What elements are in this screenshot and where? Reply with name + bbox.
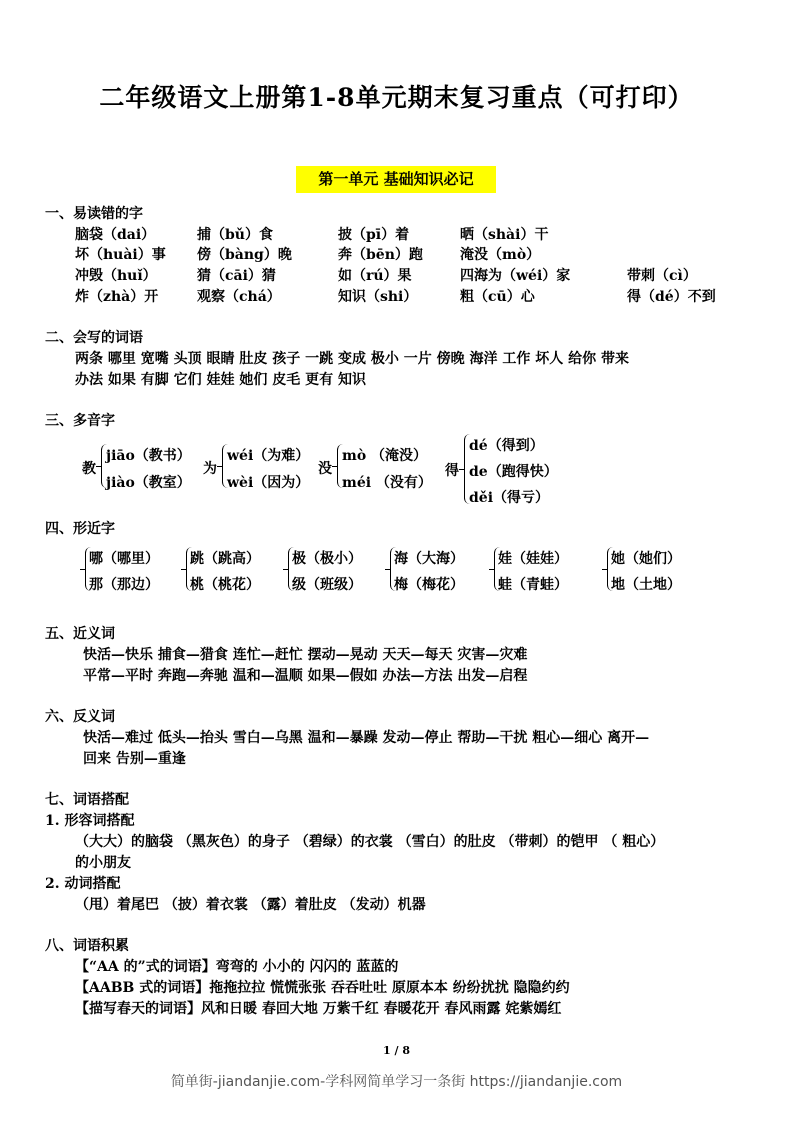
- word-line: 两条 哪里 宽嘴 头顶 眼睛 肚皮 孩子 一跳 变成 极小 一片 傍晚 海洋 工作 坏人 给你 带来: [75, 351, 629, 367]
- collocation-line: （大大）的脑袋 （黑灰色）的身子 （碧绿）的衣裳 （雪白）的肚皮 （带刺）的铠甲 （ 粗心）: [75, 834, 665, 850]
- section-heading-4: 四、形近字: [45, 521, 115, 537]
- polyphone-reading: děi（得亏）: [469, 490, 550, 506]
- synonym-line: 平常—平时 奔跑—奔驰 温和—温顺 如果—假如 办法—方法 出发—启程: [83, 668, 528, 684]
- similar-char-item: 跳（跳高）: [190, 551, 260, 567]
- polyphone-char: 为: [203, 461, 217, 477]
- polyphone-reading: de（跑得快）: [469, 464, 558, 480]
- misread-char-item: 晒（shài）干: [460, 227, 549, 243]
- misread-char-item: 四海为（wéi）家: [460, 268, 571, 284]
- section-heading-3: 三、多音字: [45, 413, 115, 429]
- subheading-adjective: 1. 形容词搭配: [45, 813, 135, 829]
- misread-char-item: 披（pī）着: [338, 227, 410, 243]
- synonym-line: 快活—快乐 捕食—猎食 连忙—赶忙 摆动—晃动 天天—每天 灾害—灾难: [83, 647, 528, 663]
- misread-char-item: 得（dé）不到: [627, 289, 716, 305]
- unit-heading-badge: 第一单元 基础知识必记: [296, 166, 496, 193]
- similar-char-item: 哪（哪里）: [89, 551, 159, 567]
- section-heading-6: 六、反义词: [45, 709, 115, 725]
- misread-char-item: 知识（shi）: [338, 289, 418, 305]
- similar-char-item: 海（大海）: [394, 551, 464, 567]
- polyphone-char: 得: [445, 463, 459, 479]
- collocation-line: 的小朋友: [75, 855, 131, 871]
- misread-char-item: 淹没（mò）: [460, 247, 541, 263]
- misread-char-item: 捕（bǔ）食: [197, 227, 273, 243]
- misread-char-item: 炸（zhà）开: [75, 289, 159, 305]
- similar-char-item: 娃（娃娃）: [498, 551, 568, 567]
- page-title: 二年级语文上册第1-8单元期末复习重点（可打印）: [99, 83, 694, 112]
- page-number: 1 / 8: [383, 1044, 410, 1057]
- polyphone-reading: méi （没有）: [342, 475, 432, 491]
- similar-char-item: 她（她们）: [611, 551, 681, 567]
- polyphone-char: 教: [82, 461, 96, 477]
- section-heading-7: 七、词语搭配: [45, 792, 129, 808]
- similar-char-item: 梅（梅花）: [394, 577, 464, 593]
- polyphone-reading: wéi（为难）: [227, 448, 310, 464]
- misread-char-item: 带刺（cì）: [627, 268, 697, 284]
- polyphone-reading: jiāo（教书）: [106, 448, 191, 464]
- polyphone-reading: jiào（教室）: [106, 475, 191, 491]
- polyphone-char: 没: [318, 461, 332, 477]
- similar-char-item: 级（班级）: [292, 577, 362, 593]
- antonym-line: 快活—难过 低头—抬头 雪白—乌黑 温和—暴躁 发动—停止 帮助—干扰 粗心—细心 离开—: [83, 730, 650, 746]
- misread-char-item: 观察（chá）: [197, 289, 281, 305]
- misread-char-item: 粗（cū）心: [460, 289, 535, 305]
- antonym-line: 回来 告别—重逢: [83, 751, 186, 767]
- polyphone-reading: wèi（因为）: [227, 475, 310, 491]
- similar-char-item: 蛙（青蛙）: [498, 577, 568, 593]
- accumulation-line: 【“AA 的”式的词语】弯弯的 小小的 闪闪的 蓝蓝的: [75, 959, 399, 975]
- subheading-verb: 2. 动词搭配: [45, 876, 121, 892]
- misread-char-item: 如（rú）果: [338, 268, 412, 284]
- misread-char-item: 傍（bàng）晚: [197, 247, 292, 263]
- similar-char-item: 极（极小）: [292, 551, 362, 567]
- similar-char-item: 那（那边）: [89, 577, 159, 593]
- footer-watermark: 简单街-jiandanjie.com-学科网简单学习一条街 https://jiandanjie.com: [170, 1074, 623, 1090]
- section-heading-2: 二、会写的词语: [45, 330, 143, 346]
- collocation-line: （甩）着尾巴 （披）着衣裳 （露）着肚皮 （发动）机器: [75, 897, 426, 913]
- section-heading-1: 一、易读错的字: [45, 206, 143, 222]
- misread-char-item: 奔（bēn）跑: [338, 247, 423, 263]
- similar-char-item: 桃（桃花）: [190, 577, 260, 593]
- section-heading-8: 八、词语积累: [45, 938, 129, 954]
- misread-char-item: 坏（huài）事: [75, 247, 166, 263]
- similar-char-item: 地（土地）: [611, 577, 681, 593]
- polyphone-reading: mò （淹没）: [342, 448, 428, 464]
- misread-char-item: 猜（cāi）猜: [197, 268, 276, 284]
- misread-char-item: 脑袋（dai）: [75, 227, 156, 243]
- misread-char-item: 冲毁（huǐ）: [75, 268, 157, 284]
- accumulation-line: 【AABB 式的词语】拖拖拉拉 慌慌张张 吞吞吐吐 原原本本 纷纷扰扰 隐隐约约: [75, 980, 570, 996]
- section-heading-5: 五、近义词: [45, 626, 115, 642]
- polyphone-reading: dé（得到）: [469, 438, 544, 454]
- accumulation-line: 【描写春天的词语】风和日暖 春回大地 万紫千红 春暖花开 春风雨露 姹紫嫣红: [75, 1001, 562, 1017]
- word-line: 办法 如果 有脚 它们 娃娃 她们 皮毛 更有 知识: [75, 372, 366, 388]
